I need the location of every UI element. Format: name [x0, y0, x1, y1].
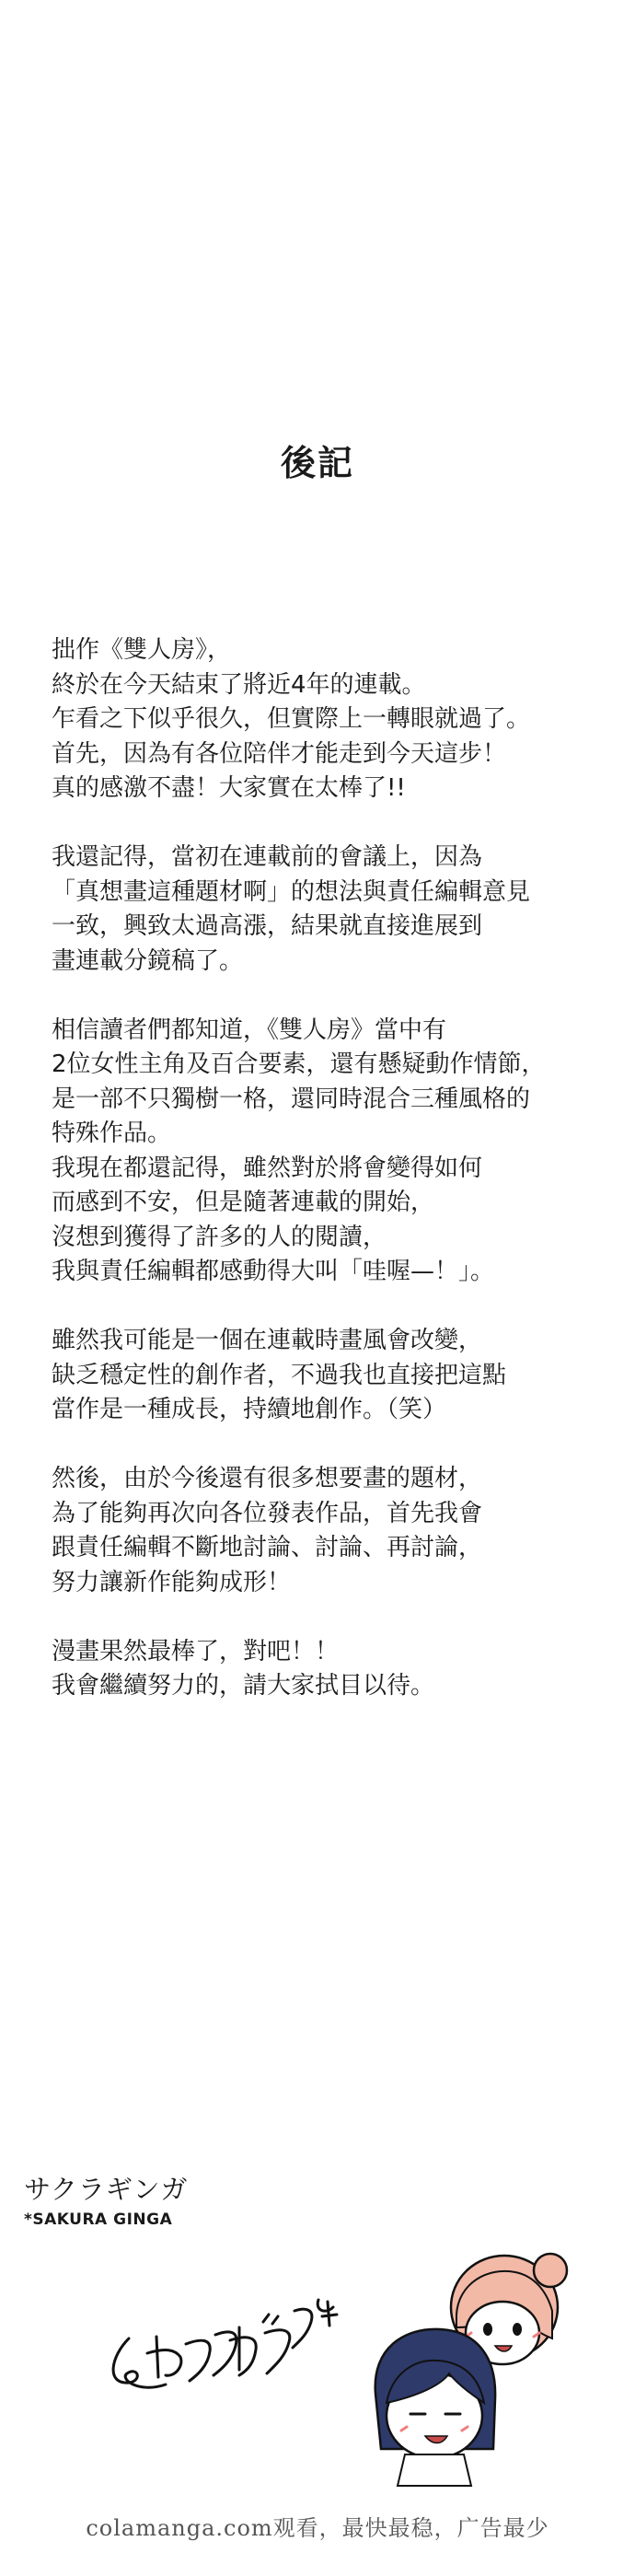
text-line: 沒想到獲得了許多的人的閱讀，	[52, 1223, 387, 1251]
text-line: 我還記得，當初在連載前的會議上，因為	[52, 843, 483, 871]
watermark-text: colamanga.com观看，最快最稳，广告最少	[86, 2515, 549, 2541]
paragraph-6	[52, 1635, 604, 1704]
page-title: 後記	[280, 443, 354, 483]
text-line: 雖然我可能是一個在連載時畫風會改變，	[52, 1327, 483, 1354]
text-line: 畫連載分鏡稿了。	[52, 946, 244, 975]
author-name-en: *SAKURA GINGA	[24, 2210, 173, 2229]
signature-icon	[101, 2274, 359, 2412]
paragraph-4	[52, 1324, 604, 1428]
text-line: 我與責任編輯都感動得大叫「哇喔—！」。	[52, 1258, 495, 1285]
text-line: 乍看之下似乎很久，但實際上一轉眼就過了。	[52, 705, 531, 733]
character-dark-hair-icon	[375, 2329, 495, 2486]
text-line: 為了能夠再次向各位發表作品，首先我會	[52, 1499, 483, 1527]
text-line: 而感到不安，但是隨著連載的開始，	[52, 1189, 435, 1216]
text-line: 2位女性主角及百合要素，還有懸疑動作情節，	[52, 1050, 546, 1078]
text-line: 努力讓新作能夠成形！	[52, 1568, 292, 1596]
paragraph-1	[52, 633, 604, 806]
text-line: 我現在都還記得，雖然對於將會變得如何	[52, 1154, 483, 1182]
author-name-jp: サクラギンガ	[24, 2174, 189, 2205]
text-line: 特殊作品。	[52, 1120, 172, 1147]
text-line: 我會繼續努力的，請大家拭目以待。	[52, 1672, 435, 1700]
text-line: 跟責任編輯不斷地討論、討論、再討論，	[52, 1534, 483, 1561]
paragraph-5	[52, 1462, 604, 1600]
author-credit	[24, 2169, 189, 2229]
paragraph-2	[52, 841, 604, 979]
text-line: 終於在今天結束了將近4年的連載。	[52, 670, 426, 699]
text-line: 首先，因為有各位陪伴才能走到今天這步！	[52, 739, 507, 768]
text-line: 一致，興致太過高漲，結果就直接進展到	[52, 912, 483, 940]
text-line: 真的感激不盡！大家實在太棒了!!	[52, 774, 406, 802]
text-line: 漫畫果然最棒了，對吧！！	[52, 1637, 340, 1665]
text-line: 「真想畫這種題材啊」的想法與責任編輯意見	[52, 877, 531, 906]
characters-illustration	[350, 2219, 589, 2495]
text-line: 然後，由於今後還有很多想要畫的題材，	[52, 1465, 483, 1492]
text-line: 相信讀者們都知道，《雙人房》當中有	[52, 1015, 447, 1044]
afterword-body	[52, 633, 604, 1738]
paragraph-3	[52, 1014, 604, 1290]
text-line: 當作是一種成長，持續地創作。（笑）	[52, 1396, 447, 1423]
text-line: 拙作《雙人房》，	[52, 636, 232, 664]
text-line: 缺乏穩定性的創作者，不過我也直接把這點	[52, 1361, 507, 1389]
text-line: 是一部不只獨樹一格，還同時混合三種風格的	[52, 1085, 531, 1113]
